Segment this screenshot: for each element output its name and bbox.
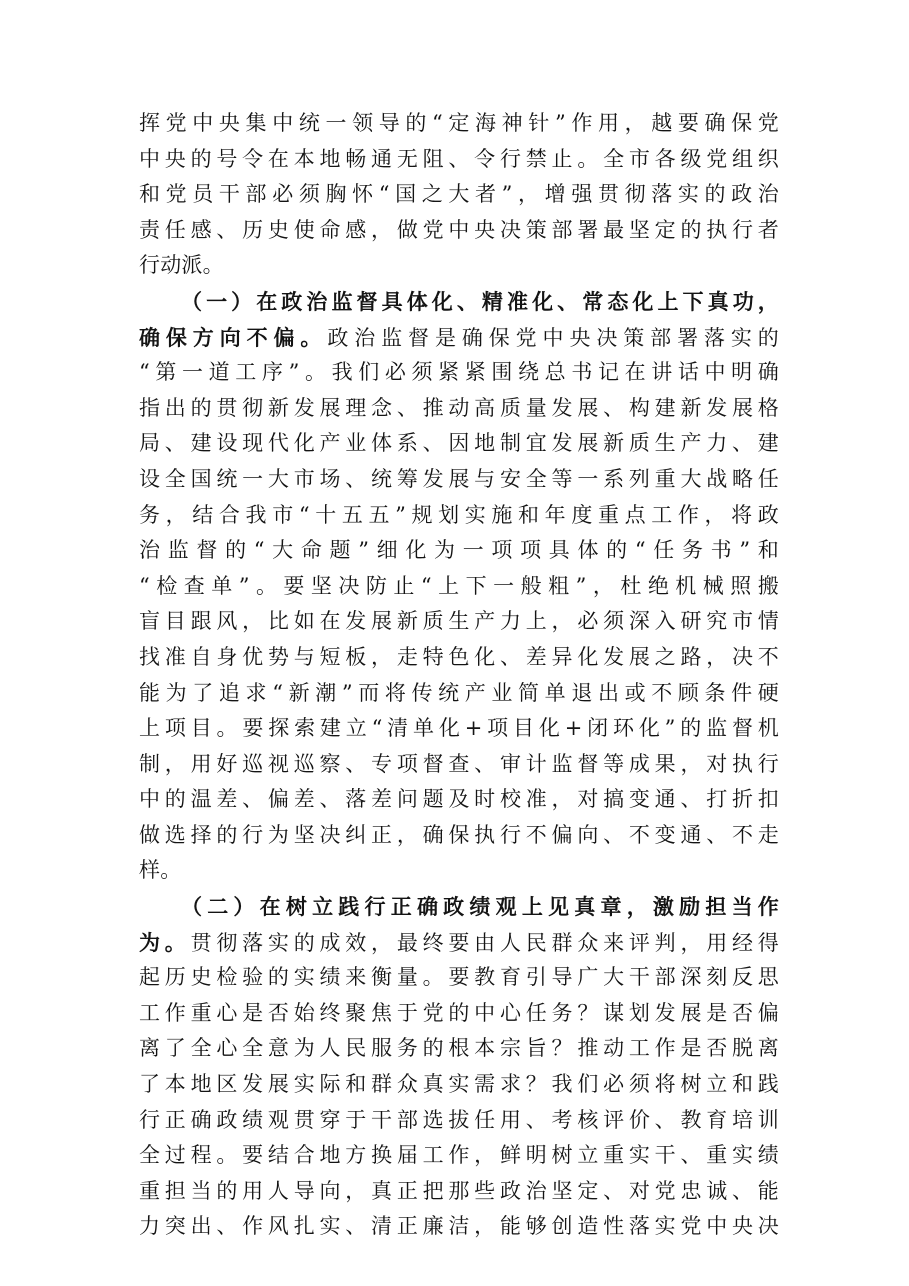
text-line: 指出的贯彻新发展理念、推动高质量发展、构建新发展格 (139, 395, 779, 420)
text-line: 中央的号令在本地畅通无阻、令行禁止。全市各级党组织 (139, 146, 779, 171)
text-line: 责任感、历史使命感，做党中央决策部署最坚定的执行者 (139, 217, 779, 242)
text-line: 中的温差、偏差、落差问题及时校准，对搞变通、打折扣 (139, 787, 779, 812)
text-line: 离了全心全意为人民服务的根本宗旨？推动工作是否脱离 (139, 1036, 779, 1061)
text-line: 挥党中央集中统一领导的“定海神针”作用，越要确保党 (139, 111, 779, 135)
text-line: 样。 (139, 858, 182, 883)
text-line: 制，用好巡视巡察、专项督查、审计监督等成果，对执行 (139, 751, 779, 776)
text-line: 起历史检验的实绩来衡量。要教育引导广大干部深刻反思 (139, 965, 779, 990)
text-line: 设全国统一大市场、统筹发展与安全等一系列重大战略任 (139, 466, 779, 491)
text-line: 全过程。要结合地方换届工作，鲜明树立重实干、重实绩 (139, 1143, 779, 1168)
text-line: 行动派。 (139, 253, 224, 278)
text-line: 工作重心是否始终聚焦于党的中心任务？谋划发展是否偏 (139, 1000, 779, 1025)
text-line: “检查单”。要坚决防止“上下一般粗”，杜绝机械照搬 (139, 573, 779, 598)
text-line: 做选择的行为坚决纠正，确保执行不偏向、不变通、不走 (139, 822, 779, 847)
text-line: 力突出、作风扎实、清正廉洁，能够创造性落实党中央决 (139, 1214, 779, 1239)
text-line: 能为了追求“新潮”而将传统产业简单退出或不顾条件硬 (139, 680, 779, 705)
text-line: 为。贯彻落实的成效，最终要由人民群众来评判，用经得 (139, 929, 779, 955)
text-line: 务，结合我市“十五五”规划实施和年度重点工作，将政 (139, 502, 779, 527)
document-body (139, 106, 779, 1245)
text-line: 和党员干部必须胸怀“国之大者”，增强贯彻落实的政治 (139, 182, 779, 207)
section-heading-2: （二）在树立践行正确政绩观上见真章，激励担当作 (181, 894, 779, 920)
text-line: 局、建设现代化产业体系、因地制宜发展新质生产力、建 (139, 431, 779, 456)
text-line: 确保方向不偏。政治监督是确保党中央决策部署落实的 (139, 324, 779, 350)
text-line: 了本地区发展实际和群众真实需求？我们必须将树立和践 (139, 1072, 779, 1097)
text-line: 行正确政绩观贯穿于干部选拔任用、考核评价、教育培训 (139, 1107, 779, 1132)
section-heading-1-end: 确保方向不偏。 (139, 324, 328, 350)
text-line: 盲目跟风，比如在发展新质生产力上，必须深入研究市情 (139, 609, 779, 634)
text-line: 治监督的“大命题”细化为一项项具体的“任务书”和 (139, 538, 779, 563)
text-line: 找准自身优势与短板，走特色化、差异化发展之路，决不 (139, 644, 779, 669)
section-heading-1: （一）在政治监督具体化、精准化、常态化上下真功， (181, 288, 779, 314)
text-line: 上项目。要探索建立“清单化+项目化+闭环化”的监督机 (139, 716, 779, 741)
text-line: “第一道工序”。我们必须紧紧围绕总书记在讲话中明确 (139, 360, 779, 385)
section-heading-2-end: 为。 (139, 929, 191, 955)
text-line: 重担当的用人导向，真正把那些政治坚定、对党忠诚、能 (139, 1178, 779, 1203)
